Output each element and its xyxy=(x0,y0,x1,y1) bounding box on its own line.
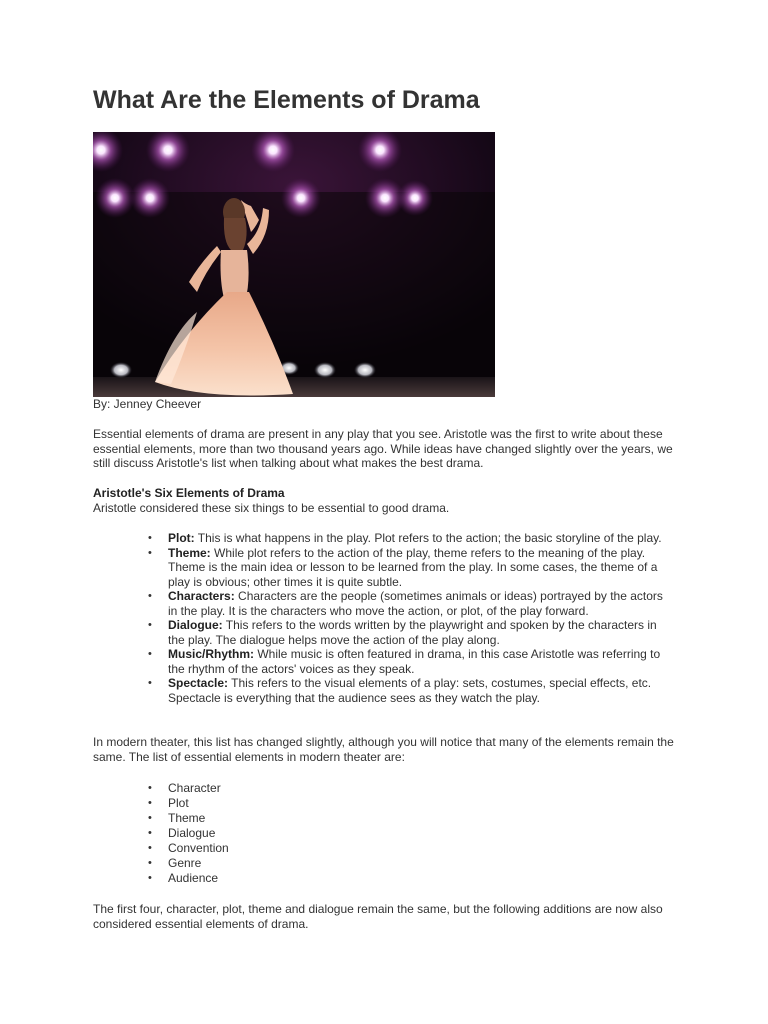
stage-photo xyxy=(93,132,495,397)
list-item: • Audience xyxy=(148,871,229,886)
list-item xyxy=(148,676,670,705)
element-term: Plot: xyxy=(168,531,195,545)
element-description: This is what happens in the play. Plot refers to the action; the basic storyline of the play. xyxy=(194,531,662,545)
list-item: • Plot xyxy=(148,796,229,811)
element-term: Theme: xyxy=(168,545,211,560)
list-item: • Convention xyxy=(148,841,229,856)
element-description: This refers to the visual elements of a play: sets, costumes, special effects, etc. Spectacle is everything that the audience sees as they watch the play. xyxy=(168,676,652,705)
list-item xyxy=(148,589,670,618)
element-description: While music is often featured in drama, in this case Aristotle was referring to the rhythm of the actors' voices as they speak. xyxy=(168,647,661,676)
modern-elements-list xyxy=(148,781,229,886)
aristotle-elements-list xyxy=(148,531,670,705)
list-item: • Dialogue xyxy=(148,826,229,841)
byline: By: Jenney Cheever xyxy=(93,397,202,411)
stage-illustration xyxy=(93,132,495,397)
list-item xyxy=(148,647,670,676)
element-description: While plot refers to the action of the play, theme refers to the meaning of the play. Theme is the main idea or lesson to be learned from the play. In some cases, the theme of a play is obvious; other times it is quite subtle. xyxy=(168,545,658,589)
section-heading-block xyxy=(93,486,449,515)
list-item xyxy=(148,618,670,647)
section-title: Aristotle's Six Elements of Drama xyxy=(93,486,285,500)
element-description: Characters are the people (sometimes animals or ideas) portrayed by the actors in the play. It is the characters who move the action, or plot, of the play forward. xyxy=(168,589,663,618)
page-title: What Are the Elements of Drama xyxy=(93,86,480,114)
closing-paragraph: The first four, character, plot, theme and dialogue remain the same, but the following additions are now also considered essential elements of drama. xyxy=(93,902,663,931)
list-item xyxy=(148,531,670,546)
element-term: Spectacle: xyxy=(168,676,229,690)
element-term: Characters: xyxy=(168,589,235,603)
list-item: • Character xyxy=(148,781,229,796)
list-item xyxy=(148,546,670,590)
element-term: Dialogue: xyxy=(168,618,223,632)
element-term: Music/Rhythm: xyxy=(168,647,255,661)
list-item: • Theme xyxy=(148,811,229,826)
section-intro: Aristotle considered these six things to be essential to good drama. xyxy=(93,500,450,515)
element-description: This refers to the words written by the playwright and spoken by the characters in the play. The dialogue helps move the action of the play along. xyxy=(168,618,657,647)
list-item: • Genre xyxy=(148,856,229,871)
modern-theater-paragraph: In modern theater, this list has changed slightly, although you will notice that many of the elements remain the same. The list of essential elements in modern theater are: xyxy=(93,735,674,764)
intro-paragraph: Essential elements of drama are present in any play that you see. Aristotle was the first to write about these essential elements, more than two thousand years ago. While ideas have changed slightly over the years, we still discuss Aristotle's list when talking about what makes the best drama. xyxy=(93,427,673,470)
